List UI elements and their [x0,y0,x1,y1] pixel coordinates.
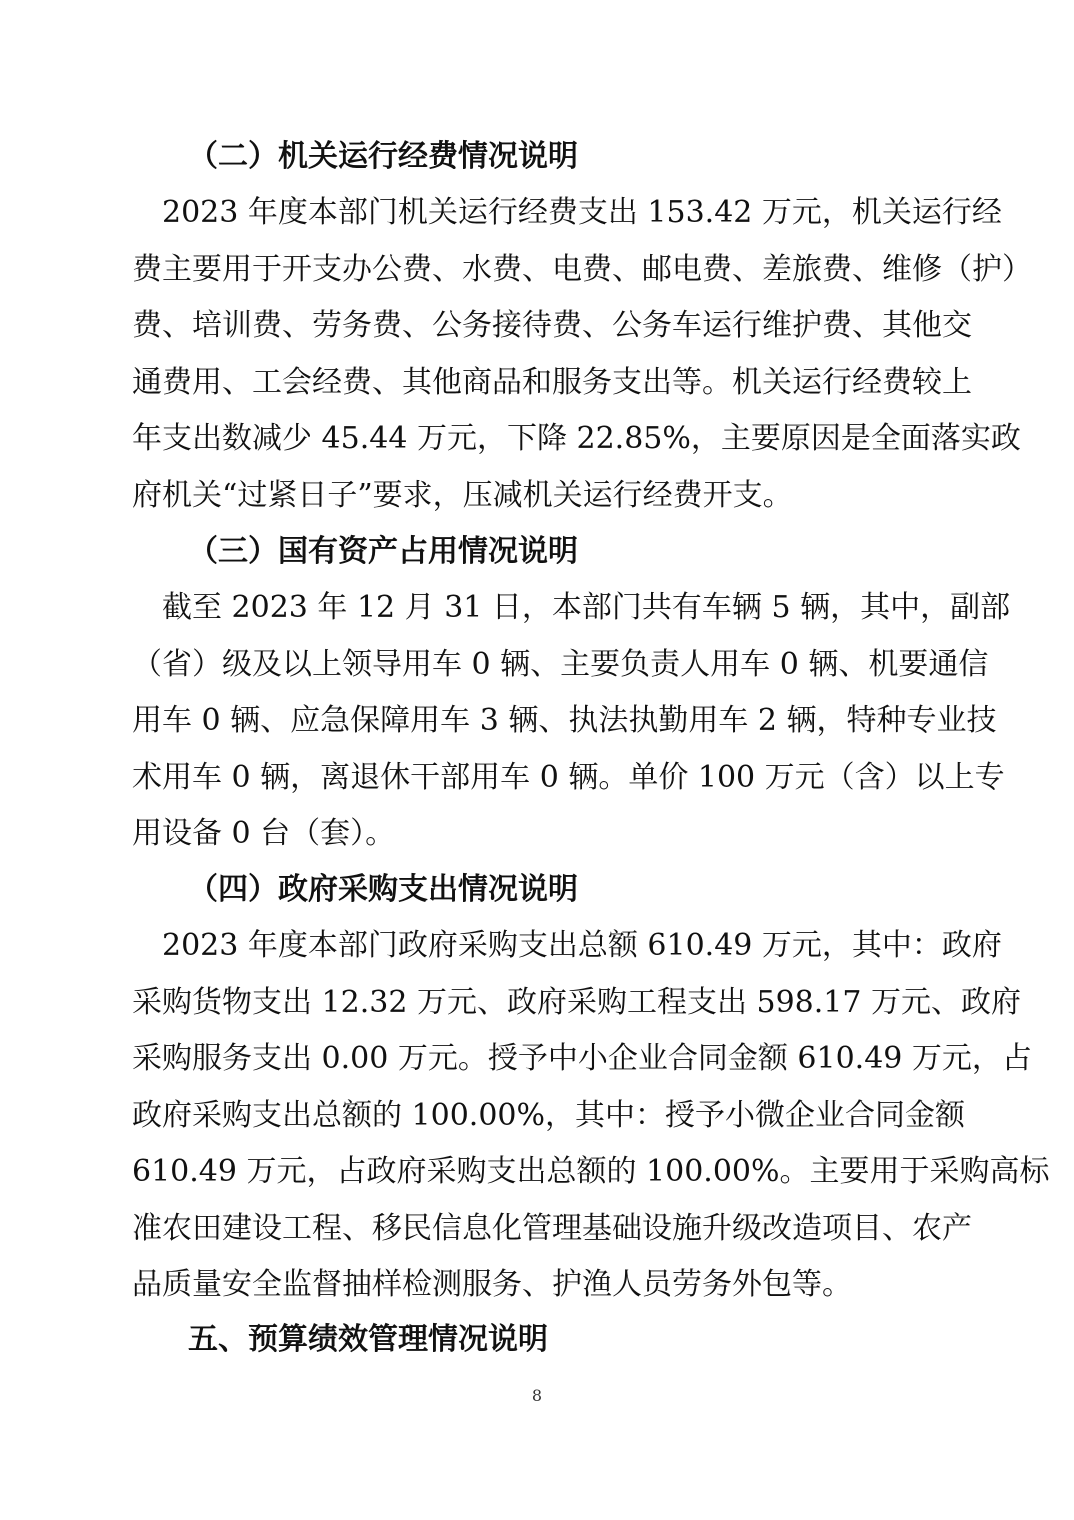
paragraph-line: 费主要用于开支办公费、水费、电费、邮电费、差旅费、维修（护） [132,252,1032,287]
paragraph-line: （省）级及以上领导用车 0 辆、主要负责人用车 0 辆、机要通信 [132,647,989,682]
paragraph-line: 政府采购支出总额的 100.00%，其中：授予小微企业合同金额 [132,1098,966,1133]
section-heading-4: （四）政府采购支出情况说明 [188,872,578,907]
paragraph-line: 610.49 万元，占政府采购支出总额的 100.00%。主要用于采购高标 [132,1154,1050,1189]
paragraph-line: 2023 年度本部门机关运行经费支出 153.42 万元，机关运行经 [132,195,1002,230]
paragraph-line: 品质量安全监督抽样检测服务、护渔人员劳务外包等。 [132,1267,852,1302]
paragraph-line: 用设备 0 台（套）。 [132,816,396,851]
paragraph-line: 准农田建设工程、移民信息化管理基础设施升级改造项目、农产 [132,1211,972,1246]
paragraph-line: 截至 2023 年 12 月 31 日，本部门共有车辆 5 辆，其中，副部 [132,590,1011,625]
paragraph-line: 2023 年度本部门政府采购支出总额 610.49 万元，其中：政府 [132,928,1002,963]
paragraph-line: 采购货物支出 12.32 万元、政府采购工程支出 598.17 万元、政府 [132,985,1021,1020]
page-number: 8 [531,1386,543,1405]
paragraph-line: 费、培训费、劳务费、公务接待费、公务车运行维护费、其他交 [132,308,972,343]
paragraph-line: 用车 0 辆、应急保障用车 3 辆、执法执勤用车 2 辆，特种专业技 [132,703,997,738]
paragraph-line: 通费用、工会经费、其他商品和服务支出等。机关运行经费较上 [132,365,972,400]
section-heading-5: 五、预算绩效管理情况说明 [188,1322,548,1357]
section-heading-2: （二）机关运行经费情况说明 [188,139,578,174]
paragraph-line: 术用车 0 辆，离退休干部用车 0 辆。单价 100 万元（含）以上专 [132,760,1005,795]
paragraph-line: 府机关“过紧日子”要求，压减机关运行经费开支。 [132,478,793,513]
paragraph-line: 年支出数减少 45.44 万元，下降 22.85%，主要原因是全面落实政 [132,421,1021,456]
paragraph-line: 采购服务支出 0.00 万元。授予中小企业合同金额 610.49 万元，占 [132,1041,1032,1076]
section-heading-3: （三）国有资产占用情况说明 [188,534,578,569]
